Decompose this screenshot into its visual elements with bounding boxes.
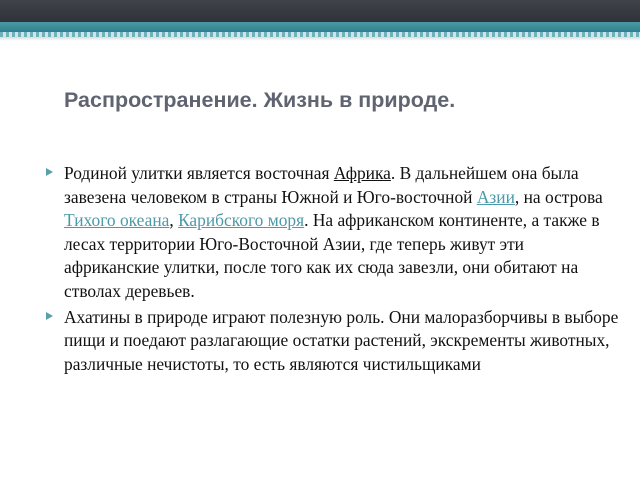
text-segment: . На африканском континенте, а также в лесах территории Юго-Восточной Азии, где теперь живут эти африканские улитки, после того как их сюда завезли, они обитают на стволах деревьев.	[64, 210, 600, 301]
text-segment: Ахатины в природе играют полезную роль. Они малоразборчивы в выборе пищи и поедают разлагающие остатки растений, экскременты животных, различные нечистоты, то есть являются чистильщиками	[64, 306, 619, 374]
bullet-marker-icon	[46, 312, 53, 320]
header-band-teal	[0, 22, 640, 32]
text-segment: Родиной улитки является восточная	[64, 163, 334, 183]
link-pacific-ocean[interactable]: Тихого океана	[64, 210, 170, 231]
text-segment: , на острова	[514, 186, 603, 207]
text-segment: . В дальнейшем она была завезена человеком в страны Южной и Юго-восточной	[64, 163, 579, 207]
header-band-dark	[0, 0, 640, 22]
link-africa[interactable]: Африка	[333, 163, 391, 183]
link-asia[interactable]: Азии	[476, 186, 515, 207]
bullet-list	[46, 162, 621, 378]
header-band-fade	[0, 37, 640, 41]
text-segment: ,	[169, 210, 179, 231]
bullet-item-role	[46, 306, 621, 377]
slide-title: Распространение. Жизнь в природе.	[64, 88, 456, 112]
bullet-marker-icon	[46, 168, 53, 176]
bullet-item-origin	[46, 162, 621, 304]
link-caribbean-sea[interactable]: Карибского моря	[178, 210, 305, 231]
